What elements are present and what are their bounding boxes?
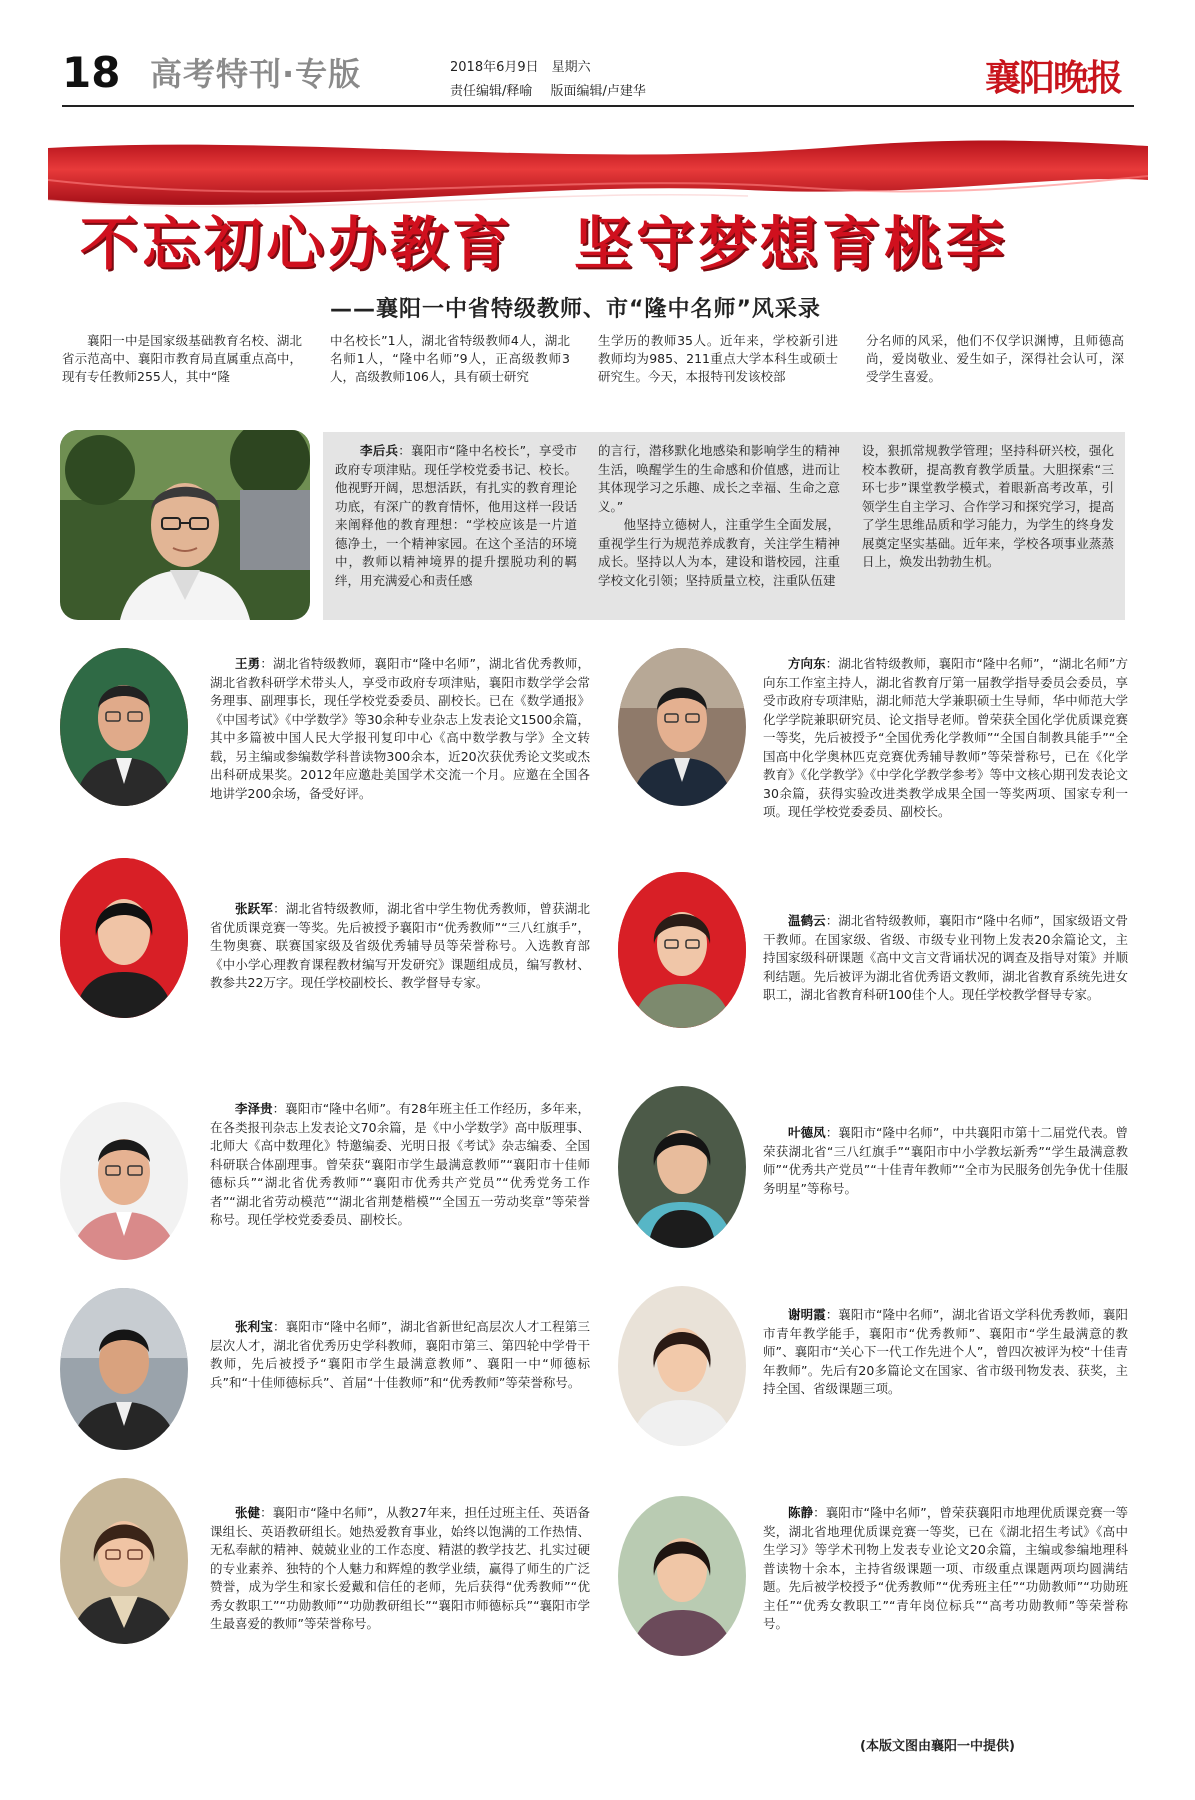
feature-col-2: 的言行，潜移默化地感染和影响学生的精神生活，唤醒学生的生命感和价值感，进而让其体现学习之乐趣、成长之幸福、生命之意义。” 他坚持立德树人，注重学生全面发展，重视学生行为规范养成教育，关注学生精神成长。坚持以人为本，建设和谐校园，注重学校文化引领；坚持质量立校，注重队伍建 <box>598 443 840 588</box>
bio-text: ：襄阳市“隆中名师”，从教27年来，担任过班主任、英语备课组长、英语教研组长。她热爱教育事业，始终以饱满的工作热情、无私奉献的精神、兢兢业业的工作态度、精湛的教学技艺、扎实过硬的专业素养、独特的个人魅力和辉煌的教学业绩，赢得了师生的广泛赞誉，成为学生和家长爱戴和信任的老师，先后获得“优秀教师”“优秀女教职工”“功勋教师”“功勋教研组长”“襄阳市师德标兵”“襄阳市学生最喜爱的教师”等荣誉称号。 <box>210 1505 590 1631</box>
portrait-photo-fang-xiangdong <box>618 648 746 806</box>
bio-text: ：襄阳市“隆中名师”，湖北省语文学科优秀教师，襄阳市青年教学能手，襄阳市“优秀教师”、襄阳市“学生最满意的教师”、襄阳市“关心下一代工作先进个人”，曾四次被评为校“十佳青年教师”。先后有20多篇论文在国家、省市级刊物发表、获奖，主持全国、省级课题三项。 <box>763 1307 1128 1396</box>
portrait-photo-zhang-jian <box>60 1478 188 1644</box>
bio-name: 王勇 <box>235 656 261 671</box>
portrait-photo-chen-jing <box>618 1496 746 1656</box>
bio-text: ：襄阳市“隆中名师”，中共襄阳市第十二届党代表。曾荣获湖北省“三八红旗手”“襄阳市中小学教坛新秀”“学生最满意教师”“优秀共产党员”“十佳青年教师”“全市为民服务创先争优十佳服务明星”等称号。 <box>763 1125 1128 1196</box>
bio-li-zegui <box>210 1100 590 1230</box>
bio-name: 温鹤云 <box>788 913 826 928</box>
lead-col-3: 生学历的教师35人。近年来，学校新引进教师均为985、211重点大学本科生或硕士研究生。今天，本报特刊发该校部 <box>598 333 838 384</box>
bio-wen-heyun <box>763 912 1128 1005</box>
bio-zhang-yuejun <box>210 900 590 993</box>
editor-name: 责任编辑/释喻 <box>450 84 533 99</box>
portrait-photo-wang-yong <box>60 648 188 806</box>
portrait-photo-wen-heyun <box>618 872 746 1028</box>
bio-name: 张跃军 <box>235 901 274 916</box>
editor-credits <box>450 80 660 99</box>
portrait-photo-zhang-libao <box>60 1288 188 1450</box>
date-line: 2018年6月9日 星期六 <box>450 60 591 75</box>
bio-zhang-libao <box>210 1318 590 1392</box>
bio-text: ：襄阳市“隆中名师”，曾荣获襄阳市地理优质课竞赛一等奖，湖北省地理优质课竞赛一等奖，已在《湖北招生考试》《高中生学习》等学术刊物上发表专业论文20余篇，主编或参编地理科普读物十余本，主持省级课题一项、市级重点课题两项均圆满结题。先后被学校授予“优秀教师”“优秀班主任”“功勋教师”“功勋班主任”“优秀女教职工”“青年岗位标兵”“高考功勋教师”等荣誉称号。 <box>763 1505 1128 1631</box>
masthead-rule <box>62 105 1134 107</box>
section-title: 高考特刊·专版 <box>150 55 362 93</box>
bio-chen-jing <box>763 1504 1128 1634</box>
bio-name: 方向东 <box>788 656 826 671</box>
feature-col-3: 设，狠抓常规教学管理；坚持科研兴校，强化校本教研，提高教育教学质量。大胆探索“三环七步”课堂教学模式，着眼新高考改革，引领学生自主学习、合作学习和探究学习，提高了学生思维品质和学习能力，为学生的终身发展奠定坚实基础。近年来，学校各项事业蒸蒸日上，焕发出勃勃生机。 <box>862 443 1114 569</box>
bio-text: ：襄阳市“隆中名师”。有28年班主任工作经历，多年来，在各类报刊杂志上发表论文70余篇，是《中小学数学》高中版理事、北师大《高中数理化》特邀编委、光明日报《考试》杂志编委、全国科研联合体副理事。曾荣获“襄阳市学生最满意教师”“襄阳市十佳师德标兵”“湖北省优秀教师”“襄阳市优秀共产党员”“优秀党务工作者”“湖北省劳动模范”“湖北省荆楚楷模”“全国五一劳动奖章”等荣誉称号。现任学校党委委员、副校长。 <box>210 1101 590 1227</box>
photo-credit: (本版文图由襄阳一中提供) <box>860 1739 1015 1754</box>
bio-xie-mingxia <box>763 1306 1128 1399</box>
portrait-photo-ye-defeng <box>618 1086 746 1248</box>
bio-text: ：湖北省特级教师，襄阳市“隆中名师”，国家级语文骨干教师。在国家级、省级、市级专业刊物上发表20余篇论文，主持国家级科研课题《高中文言文背诵状况的调查及指导对策》并顺利结题。先后被评为湖北省优秀语文教师，湖北省教育系统先进女职工，湖北省教育科研100佳个人。现任学校教学督导专家。 <box>763 913 1128 1002</box>
lead-col-1: 襄阳一中是国家级基础教育名校、湖北省示范高中、襄阳市教育局直属重点高中，现有专任教师255人，其中“隆 <box>62 333 302 384</box>
portrait-photo-li-houbing <box>60 430 310 620</box>
bio-wang-yong <box>210 655 590 803</box>
sub-headline: ——襄阳一中省特级教师、市“隆中名师”风采录 <box>330 297 821 322</box>
bio-text: ：襄阳市“隆中名师”，湖北省新世纪高层次人才工程第三层次人才，湖北省优秀历史学科教师，襄阳市第三、第四轮中学骨干教师，先后被授予“襄阳市学生最满意教师”、襄阳一中“师德标兵”和“十佳师德标兵”、首届“十佳教师”和“优秀教师”等荣誉称号。 <box>210 1319 590 1390</box>
bio-text: ：湖北省特级教师，襄阳市“隆中名师”，湖北省优秀教师，湖北省教科研学术带头人，享受市政府专项津贴，襄阳市数学学会常务理事、副理事长，现任学校党委委员、副校长。已在《数学通报》《中国考试》《中学数学》等30余种专业杂志上发表论文1500余篇，其中多篇被中国人民大学报刊复印中心《高中数学教与学》全文转载，另主编或参编数学科普读物300余本，近20次获优秀论文奖或杰出科研成果奖。2012年应邀赴美国学术交流一个月。应邀在全国各地讲学200余场，备受好评。 <box>210 656 590 801</box>
main-headline <box>80 210 1120 278</box>
bio-zhang-jian <box>210 1504 590 1634</box>
newspaper-logo: 襄阳晚报 <box>985 57 1122 99</box>
lead-col-2: 中名校长”1人，湖北省特级教师4人，湖北名师1人，“隆中名师”9人，正高级教师3人，高级教师106人，具有硕士研究 <box>330 333 570 384</box>
portrait-photo-zhang-yuejun <box>60 858 188 1018</box>
portrait-photo-li-zegui <box>60 1102 188 1260</box>
layout-editor-name: 版面编辑/卢建华 <box>550 84 646 99</box>
bio-name: 张健 <box>235 1505 261 1520</box>
feature-col-1 <box>335 442 577 590</box>
page-number: 18 <box>62 48 121 97</box>
bio-name: 陈静 <box>788 1505 814 1520</box>
feature-text-1: ：襄阳市“隆中名校长”，享受市政府专项津贴。现任学校党委书记、校长。他视野开阔，思想活跃，有扎实的教育理论功底，有深广的教育情怀，他用这样一段话来阐释他的教育理想：“学校应该是一片道德净土，一个精神家园。在这个圣洁的环境中，教师以精神境界的提升摆脱功利的羁绊，用充满爱心和责任感 <box>335 443 577 588</box>
headline-part-1: 不忘初心办教育 <box>80 210 515 278</box>
bio-text: ：湖北省特级教师，襄阳市“隆中名师”，“湖北名师”方向东工作室主持人，湖北省教育厅第一届教学指导委员会委员，享受市政府专项津贴，湖北师范大学兼职硕士生导师，华中师范大学化学学院兼职研究员、论文指导老师。曾荣获全国化学优质课竞赛一等奖，先后被授予“全国优秀化学教师”“全国自制教具能手”“全国高中化学奥林匹克竞赛优秀辅导教师”等荣誉称号，已在《化学教育》《化学教学》《中学化学教学参考》等中文核心期刊发表论文30余篇，获得实验改进类教学成果全国一等奖两项、国家专利一项。现任学校党委委员、副校长。 <box>763 656 1128 819</box>
feature-name: 李后兵 <box>360 443 399 458</box>
bio-name: 谢明霞 <box>788 1307 826 1322</box>
bio-name: 叶德凤 <box>788 1125 826 1140</box>
bio-text: ：湖北省特级教师，湖北省中学生物优秀教师，曾获湖北省优质课竞赛一等奖。先后被授予襄阳市“优秀教师”“三八红旗手”，生物奥赛、联赛国家级及省级优秀辅导员等荣誉称号。入选教育部《中小学心理教育课程教材编写开发研究》课题组成员，编写教材、教参共22万字。现任学校副校长、教学督导专家。 <box>210 901 590 990</box>
headline-part-2: 坚守梦想育桃李 <box>574 210 1009 278</box>
portrait-photo-xie-mingxia <box>618 1286 746 1446</box>
lead-col-4: 分名师的风采，他们不仅学识渊博，且师德高尚，爱岗敬业、爱生如子，深得社会认可，深受学生喜爱。 <box>866 333 1124 384</box>
bio-name: 张利宝 <box>235 1319 273 1334</box>
bio-name: 李泽贵 <box>235 1101 273 1116</box>
bio-ye-defeng <box>763 1124 1128 1198</box>
bio-fang-xiangdong <box>763 655 1128 822</box>
